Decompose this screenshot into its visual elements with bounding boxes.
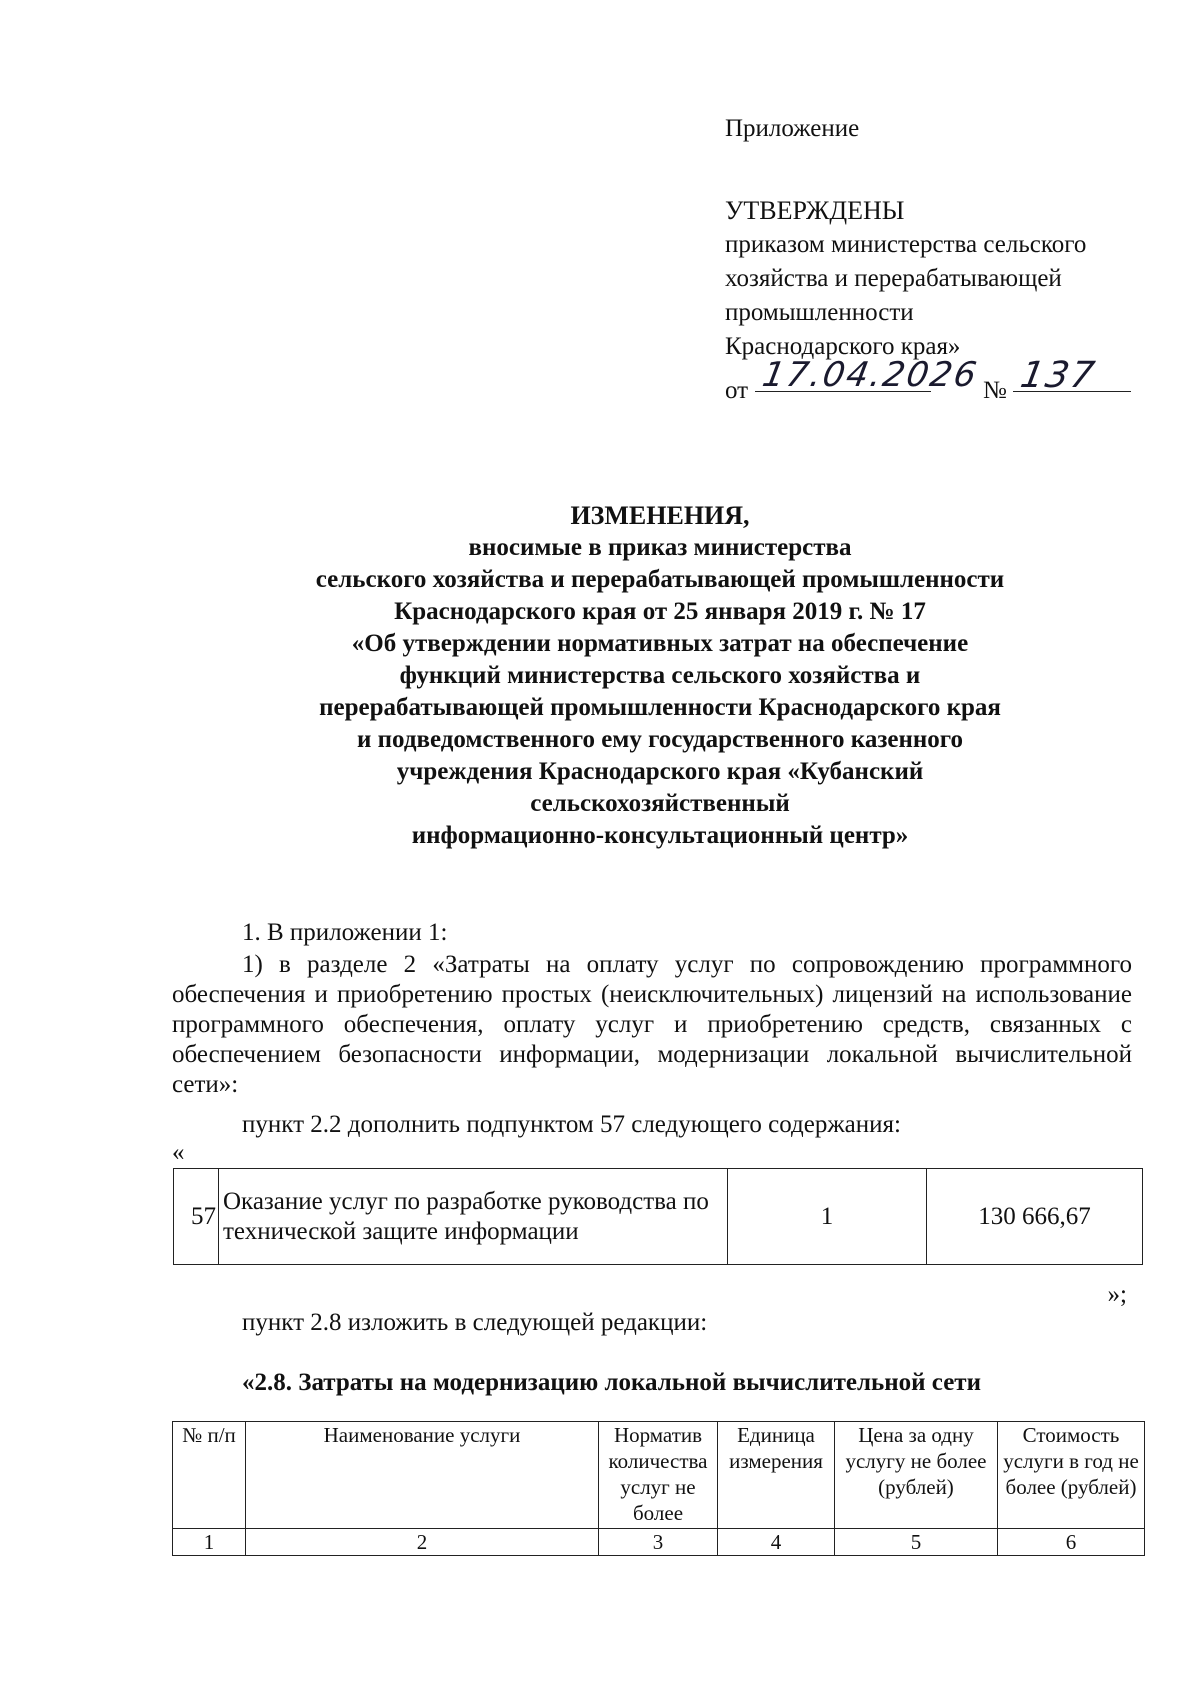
heading-line-6: перерабатывающей промышленности Краснодарского края [319, 694, 1001, 721]
heading-title: ИЗМЕНЕНИЯ, [570, 501, 750, 530]
subitem-57-table [173, 1168, 1143, 1265]
header-unit-price: Цена за одну услугу не более (рублей) [835, 1422, 998, 1529]
order-date-number [725, 355, 1155, 404]
heading-line-2: сельского хозяйства и перерабатывающей промышленности [315, 566, 1005, 593]
date-prefix: от [725, 377, 749, 404]
header-quantity-norm: Норматив количества услуг не более [599, 1422, 718, 1529]
approval-line-1: приказом министерства сельского [725, 231, 1087, 258]
spacer [725, 146, 1155, 194]
close-quote: »; [1107, 1281, 1127, 1308]
table-cell-number: 57 [174, 1169, 219, 1265]
approval-line-2: хозяйства и перерабатывающей [725, 265, 1062, 292]
approval-line-4: Краснодарского края» [725, 333, 961, 360]
paragraph-2-8: пункт 2.8 изложить в следующей редакции: [242, 1309, 708, 1336]
heading-line-3: Краснодарского края от 25 января 2019 г. № 17 [394, 598, 926, 625]
approval-line-3: промышленности [725, 299, 914, 326]
header-unit: Единица измерения [718, 1422, 835, 1529]
table-row [174, 1169, 1143, 1265]
header-annual-cost: Стоимость услуги в год не более (рублей) [998, 1422, 1145, 1529]
heading-line-9: сельскохозяйственный [530, 790, 790, 817]
column-number-2: 2 [246, 1529, 599, 1556]
table-cell-quantity: 1 [728, 1169, 927, 1265]
handwritten-number: 137 [1017, 355, 1100, 396]
heading-line-1: вносимые в приказ министерства [468, 534, 852, 561]
approved-label: УТВЕРЖДЕНЫ [725, 196, 905, 225]
document-heading [170, 500, 1150, 852]
column-number-1: 1 [173, 1529, 246, 1556]
table-header-row [173, 1422, 1145, 1529]
column-number-4: 4 [718, 1529, 835, 1556]
heading-line-5: функций министерства сельского хозяйства и [399, 662, 921, 689]
item-1-sub-1: 1) в разделе 2 «Затраты на оплату услуг по сопровождению программного обеспечения и приобретению простых (неисключительных) лицензий на использование программного обеспечения, оплату услуг и приобретению средств, связанных с обеспечением безопасности информации, модернизации локальной вычислительной сети»: [172, 951, 1132, 1098]
heading-line-8: учреждения Краснодарского края «Кубанский [396, 758, 924, 785]
table-cell-price: 130 666,67 [927, 1169, 1143, 1265]
heading-line-7: и подведомственного ему государственного казенного [356, 726, 964, 753]
section-2-8-table [172, 1421, 1145, 1556]
column-number-5: 5 [835, 1529, 998, 1556]
column-number-6: 6 [998, 1529, 1145, 1556]
appendix-label: Приложение [725, 115, 860, 142]
number-sign: № [983, 377, 1007, 404]
section-2-8-title: «2.8. Затраты на модернизацию локальной вычислительной сети [242, 1369, 981, 1396]
handwritten-date: 17.04.2026 [759, 355, 982, 395]
item-1: 1. В приложении 1: [242, 919, 448, 946]
open-quote: « [172, 1139, 185, 1166]
heading-line-10: информационно-консультационный центр» [411, 822, 909, 849]
heading-line-4: «Об утверждении нормативных затрат на обеспечение [351, 630, 969, 657]
table-row [173, 1529, 1145, 1556]
approval-block [725, 112, 1155, 364]
header-number: № п/п [173, 1422, 246, 1529]
header-service-name: Наименование услуги [246, 1422, 599, 1529]
table-cell-name: Оказание услуг по разработке руководства по технической защите информации [219, 1169, 728, 1265]
paragraph-2-2: пункт 2.2 дополнить подпунктом 57 следующего содержания: [242, 1111, 901, 1138]
column-number-3: 3 [599, 1529, 718, 1556]
